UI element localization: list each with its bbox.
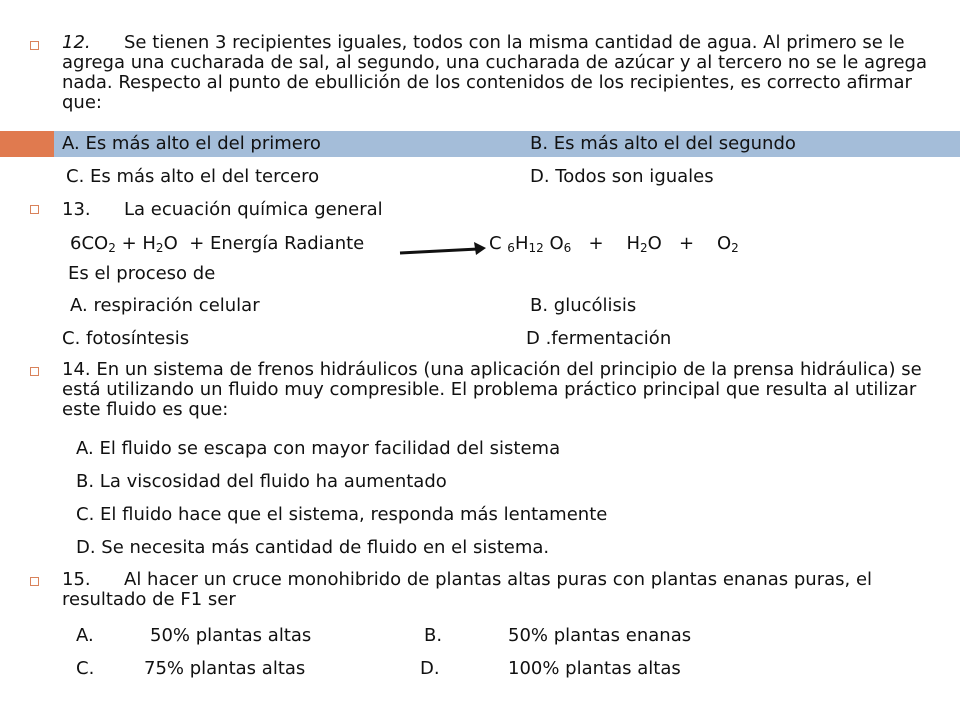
- q12-option-c: C. Es más alto el del tercero: [66, 166, 320, 187]
- glucose-c: C: [489, 233, 508, 254]
- q12-option-a: A. Es más alto el del primero: [62, 133, 321, 154]
- water-h: H: [626, 233, 640, 254]
- h2o-subscript: 2: [155, 241, 164, 255]
- q14-option-d: D. Se necesita más cantidad de fluido en el sistema.: [76, 537, 550, 558]
- q14-option-a: A. El fluido se escapa con mayor facilidad del sistema: [76, 438, 561, 459]
- glucose-o-subscript: 6: [563, 241, 572, 255]
- oxygen-o: O: [716, 233, 732, 254]
- plus-sign: +: [678, 233, 695, 254]
- question-15-number: 15.: [62, 569, 91, 590]
- q12-option-b: B. Es más alto el del segundo: [530, 133, 796, 154]
- question-13-body: La ecuación química general: [124, 199, 383, 220]
- bullet-icon: [30, 41, 39, 50]
- q15-option-b-letter: B.: [424, 625, 443, 646]
- plus-sign: +: [588, 233, 604, 254]
- question-15-body: Al hacer un cruce monohibrido de plantas altas puras con plantas enanas puras, el resultado de F1 ser: [62, 569, 873, 610]
- q14-option-c: C. El fluido hace que el sistema, responda más lentamente: [76, 504, 608, 525]
- bullet-icon: [30, 577, 39, 586]
- q14-option-b: B. La viscosidad del fluido ha aumentado: [76, 471, 447, 492]
- co2-subscript: 2: [108, 241, 116, 255]
- question-12-number: 12.: [62, 32, 91, 53]
- q15-option-b: 50% plantas enanas: [508, 625, 692, 646]
- glucose-h-subscript: 12: [528, 241, 544, 255]
- q15-option-c-letter: C.: [76, 658, 95, 679]
- glucose-o: O: [543, 233, 564, 254]
- question-15-text: [62, 570, 942, 610]
- h2o-o: O: [163, 233, 178, 254]
- q15-option-a: 50% plantas altas: [150, 625, 312, 646]
- q15-option-d: 100% plantas altas: [508, 658, 681, 679]
- q15-option-d-letter: D.: [420, 658, 440, 679]
- co2-term: 6CO: [70, 233, 109, 254]
- water-subscript: 2: [640, 241, 648, 255]
- q13-process-label: Es el proceso de: [68, 263, 216, 284]
- q13-option-b: B. glucólisis: [530, 295, 637, 316]
- bullet-icon: [30, 367, 39, 376]
- question-13-number: 13.: [62, 199, 91, 220]
- question-13-text: [62, 199, 383, 221]
- q13-option-d: D .fermentación: [526, 328, 672, 349]
- chemical-equation-products: [489, 233, 739, 255]
- question-12-text: [62, 33, 942, 113]
- q15-option-c: 75% plantas altas: [144, 658, 306, 679]
- water-o: O: [647, 233, 662, 254]
- glucose-c-subscript: 6: [507, 241, 515, 255]
- bullet-icon: [30, 205, 39, 214]
- oxygen-subscript: 2: [731, 241, 739, 255]
- h2o-term: + H: [121, 233, 156, 254]
- arrow-right-icon: [398, 238, 488, 260]
- q15-option-a-letter: A.: [76, 625, 94, 646]
- q12-option-d: D. Todos son iguales: [530, 166, 714, 187]
- chemical-equation-reactants: [70, 233, 364, 255]
- q13-option-c: C. fotosíntesis: [62, 328, 190, 349]
- energy-term: + Energía Radiante: [189, 233, 365, 254]
- glucose-h: H: [514, 233, 529, 254]
- highlight-band-accent: [0, 131, 54, 157]
- q13-option-a: A. respiración celular: [70, 295, 260, 316]
- question-12-body: Se tienen 3 recipientes iguales, todos con la misma cantidad de agua. Al primero se le agrega una cucharada de sal, al segundo, una cucharada de azúcar y al tercero no se le agrega nada. Respecto al punto de ebullición de los contenidos de los recipientes, es correcto afirmar que:: [62, 32, 927, 113]
- question-14-text: 14. En un sistema de frenos hidráulicos (una aplicación del principio de la prensa hidráulica) se está utilizando un fluido muy compresible. El problema práctico principal que resulta al utilizar este fluido es que:: [62, 359, 922, 420]
